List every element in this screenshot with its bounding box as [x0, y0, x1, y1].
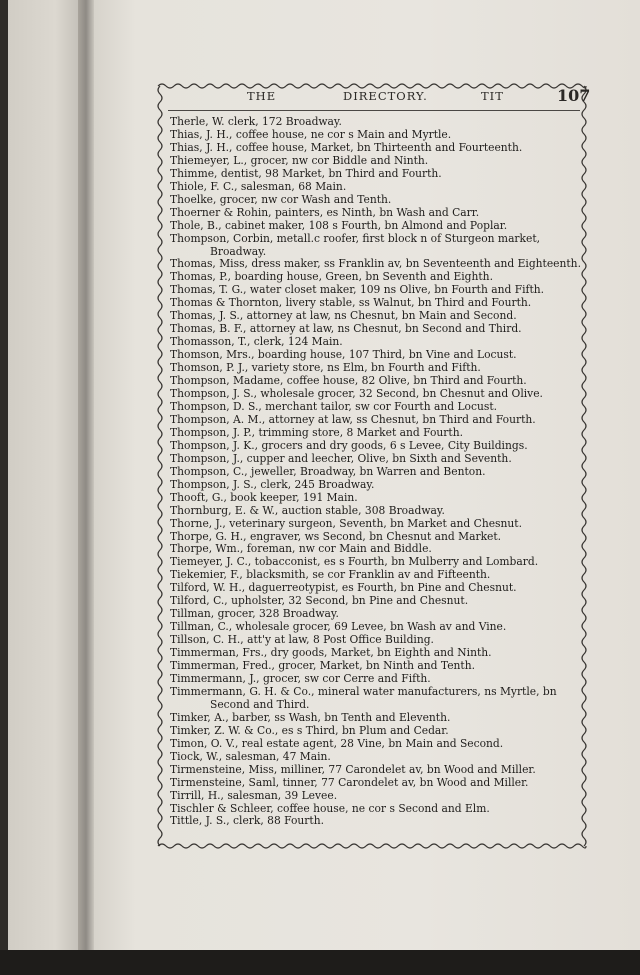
directory-entry: Thomasson, T., clerk, 124 Main.: [170, 335, 343, 349]
running-header: [175, 86, 591, 106]
directory-entry: Thoelke, grocer, nw cor Wash and Tenth.: [170, 192, 392, 206]
directory-entry: Thorpe, G. H., engraver, ws Second, bn Chesnut and Market.: [170, 529, 502, 543]
header-rule: [168, 110, 580, 111]
directory-entry: Thomson, Mrs., boarding house, 107 Third, bn Vine and Locust.: [170, 348, 517, 362]
scan-bottom-border: [0, 950, 640, 975]
directory-entry: Thimme, dentist, 98 Market, bn Third and Fourth.: [170, 166, 442, 180]
directory-entry: Thomas, Miss, dress maker, ss Franklin av, bn Seventeenth and Eighteenth.: [170, 257, 581, 271]
header-center: DIRECTORY.: [343, 89, 428, 103]
directory-entry: Tirmensteine, Saml, tinner, 77 Carondelet av, bn Wood and Miller.: [170, 775, 529, 789]
directory-entry: Timmermann, J., grocer, sw cor Cerre and Fifth.: [170, 671, 431, 685]
directory-entry: Thompson, J. K., grocers and dry goods, 6 s Levee, City Buildings.: [170, 438, 528, 452]
directory-entry: Thomas, T. G., water closet maker, 109 ns Olive, bn Fourth and Fifth.: [170, 283, 545, 297]
directory-entry: Thomas, B. F., attorney at law, ns Chesnut, bn Second and Third.: [170, 322, 522, 336]
directory-entry: Thompson, D. S., merchant tailor, sw cor Fourth and Locust.: [170, 399, 498, 413]
directory-entry: Thole, B., cabinet maker, 108 s Fourth, bn Almond and Poplar.: [170, 218, 508, 232]
directory-entry: Timmerman, Fred., grocer, Market, bn Ninth and Tenth.: [170, 659, 475, 673]
directory-entry-list: [170, 116, 584, 828]
directory-entry: Tilford, C., upholster, 32 Second, bn Pine and Chesnut.: [170, 594, 469, 608]
directory-entry: Tischler & Schleer, coffee house, ne cor s Second and Elm.: [170, 801, 490, 815]
directory-entry: Timmermann, G. H. & Co., mineral water manufacturers, ns Myrtle, bn Second and Third.: [170, 684, 557, 711]
directory-entry: Thompson, A. M., attorney at law, ss Chesnut, bn Third and Fourth.: [170, 412, 536, 426]
directory-entry: Thornburg, E. & W., auction stable, 308 Broadway.: [170, 503, 445, 517]
directory-entry: Thorne, J., veterinary surgeon, Seventh, bn Market and Chesnut.: [170, 516, 522, 530]
header-left: THE: [247, 89, 277, 103]
directory-entry: Tirrill, H., salesman, 39 Levee.: [170, 788, 338, 802]
directory-entry: Timker, A., barber, ss Wash, bn Tenth and Eleventh.: [170, 710, 451, 724]
directory-entry: Thiole, F. C., salesman, 68 Main.: [170, 179, 347, 193]
directory-entry: Thomas, P., boarding house, Green, bn Seventh and Eighth.: [170, 270, 493, 284]
directory-entry: Tillman, grocer, 328 Broadway.: [170, 607, 339, 621]
directory-entry: Thomas & Thornton, livery stable, ss Walnut, bn Third and Fourth.: [170, 296, 532, 310]
directory-entry: Thooft, G., book keeper, 191 Main.: [170, 490, 358, 504]
directory-entry: Timon, O. V., real estate agent, 28 Vine, bn Main and Second.: [170, 736, 504, 750]
directory-entry: Thias, J. H., coffee house, Market, bn Thirteenth and Fourteenth.: [170, 140, 523, 154]
directory-entry: Tiekemier, F., blacksmith, se cor Franklin av and Fifteenth.: [170, 568, 491, 582]
directory-entry: Therle, W. clerk, 172 Broadway.: [170, 115, 342, 128]
directory-entry: Tilford, W. H., daguerreotypist, es Fourth, bn Pine and Chesnut.: [170, 581, 517, 595]
directory-entry: Thompson, J. P., trimming store, 8 Market and Fourth.: [170, 425, 463, 439]
directory-entry: Thorpe, Wm., foreman, nw cor Main and Biddle.: [170, 542, 432, 556]
directory-entry: Tillman, C., wholesale grocer, 69 Levee, bn Wash av and Vine.: [170, 620, 507, 634]
directory-entry: Tiock, W., salesman, 47 Main.: [170, 749, 331, 763]
page-number: 107: [557, 86, 591, 105]
book-cover-edge: [0, 0, 8, 950]
directory-entry: Tirmensteine, Miss, milliner, 77 Carondelet av, bn Wood and Miller.: [170, 762, 536, 776]
directory-entry: Tittle, J. S., clerk, 88 Fourth.: [170, 814, 324, 828]
header-abbrev: TIT: [481, 89, 504, 103]
directory-entry: Thoerner & Rohin, painters, es Ninth, bn Wash and Carr.: [170, 205, 480, 219]
directory-entry: Thompson, C., jeweller, Broadway, bn Warren and Benton.: [170, 464, 486, 478]
directory-entry: Thomson, P. J., variety store, ns Elm, bn Fourth and Fifth.: [170, 361, 481, 375]
directory-entry: Tiemeyer, J. C., tobacconist, es s Fourth, bn Mulberry and Lombard.: [170, 555, 539, 569]
directory-entry: Timmerman, Frs., dry goods, Market, bn Eighth and Ninth.: [170, 646, 492, 660]
directory-entry: Tillson, C. H., att'y at law, 8 Post Office Building.: [170, 633, 434, 647]
directory-entry: Thiemeyer, L., grocer, nw cor Biddle and Ninth.: [170, 153, 429, 167]
directory-entry: Thompson, J., cupper and leecher, Olive, bn Sixth and Seventh.: [170, 451, 512, 465]
directory-entry: Thias, J. H., coffee house, ne cor s Main and Myrtle.: [170, 127, 452, 141]
book-gutter: [78, 0, 94, 950]
directory-entry: Timker, Z. W. & Co., es s Third, bn Plum and Cedar.: [170, 723, 449, 737]
directory-entry: Thompson, J. S., clerk, 245 Broadway.: [170, 477, 375, 491]
directory-entry: Thompson, J. S., wholesale grocer, 32 Second, bn Chesnut and Olive.: [170, 387, 543, 401]
directory-entry: Thompson, Madame, coffee house, 82 Olive, bn Third and Fourth.: [170, 374, 527, 388]
directory-entry: Thomas, J. S., attorney at law, ns Chesnut, bn Main and Second.: [170, 309, 517, 323]
directory-entry: Thompson, Corbin, metall.c roofer, first block n of Sturgeon market, Broadway.: [170, 231, 541, 258]
